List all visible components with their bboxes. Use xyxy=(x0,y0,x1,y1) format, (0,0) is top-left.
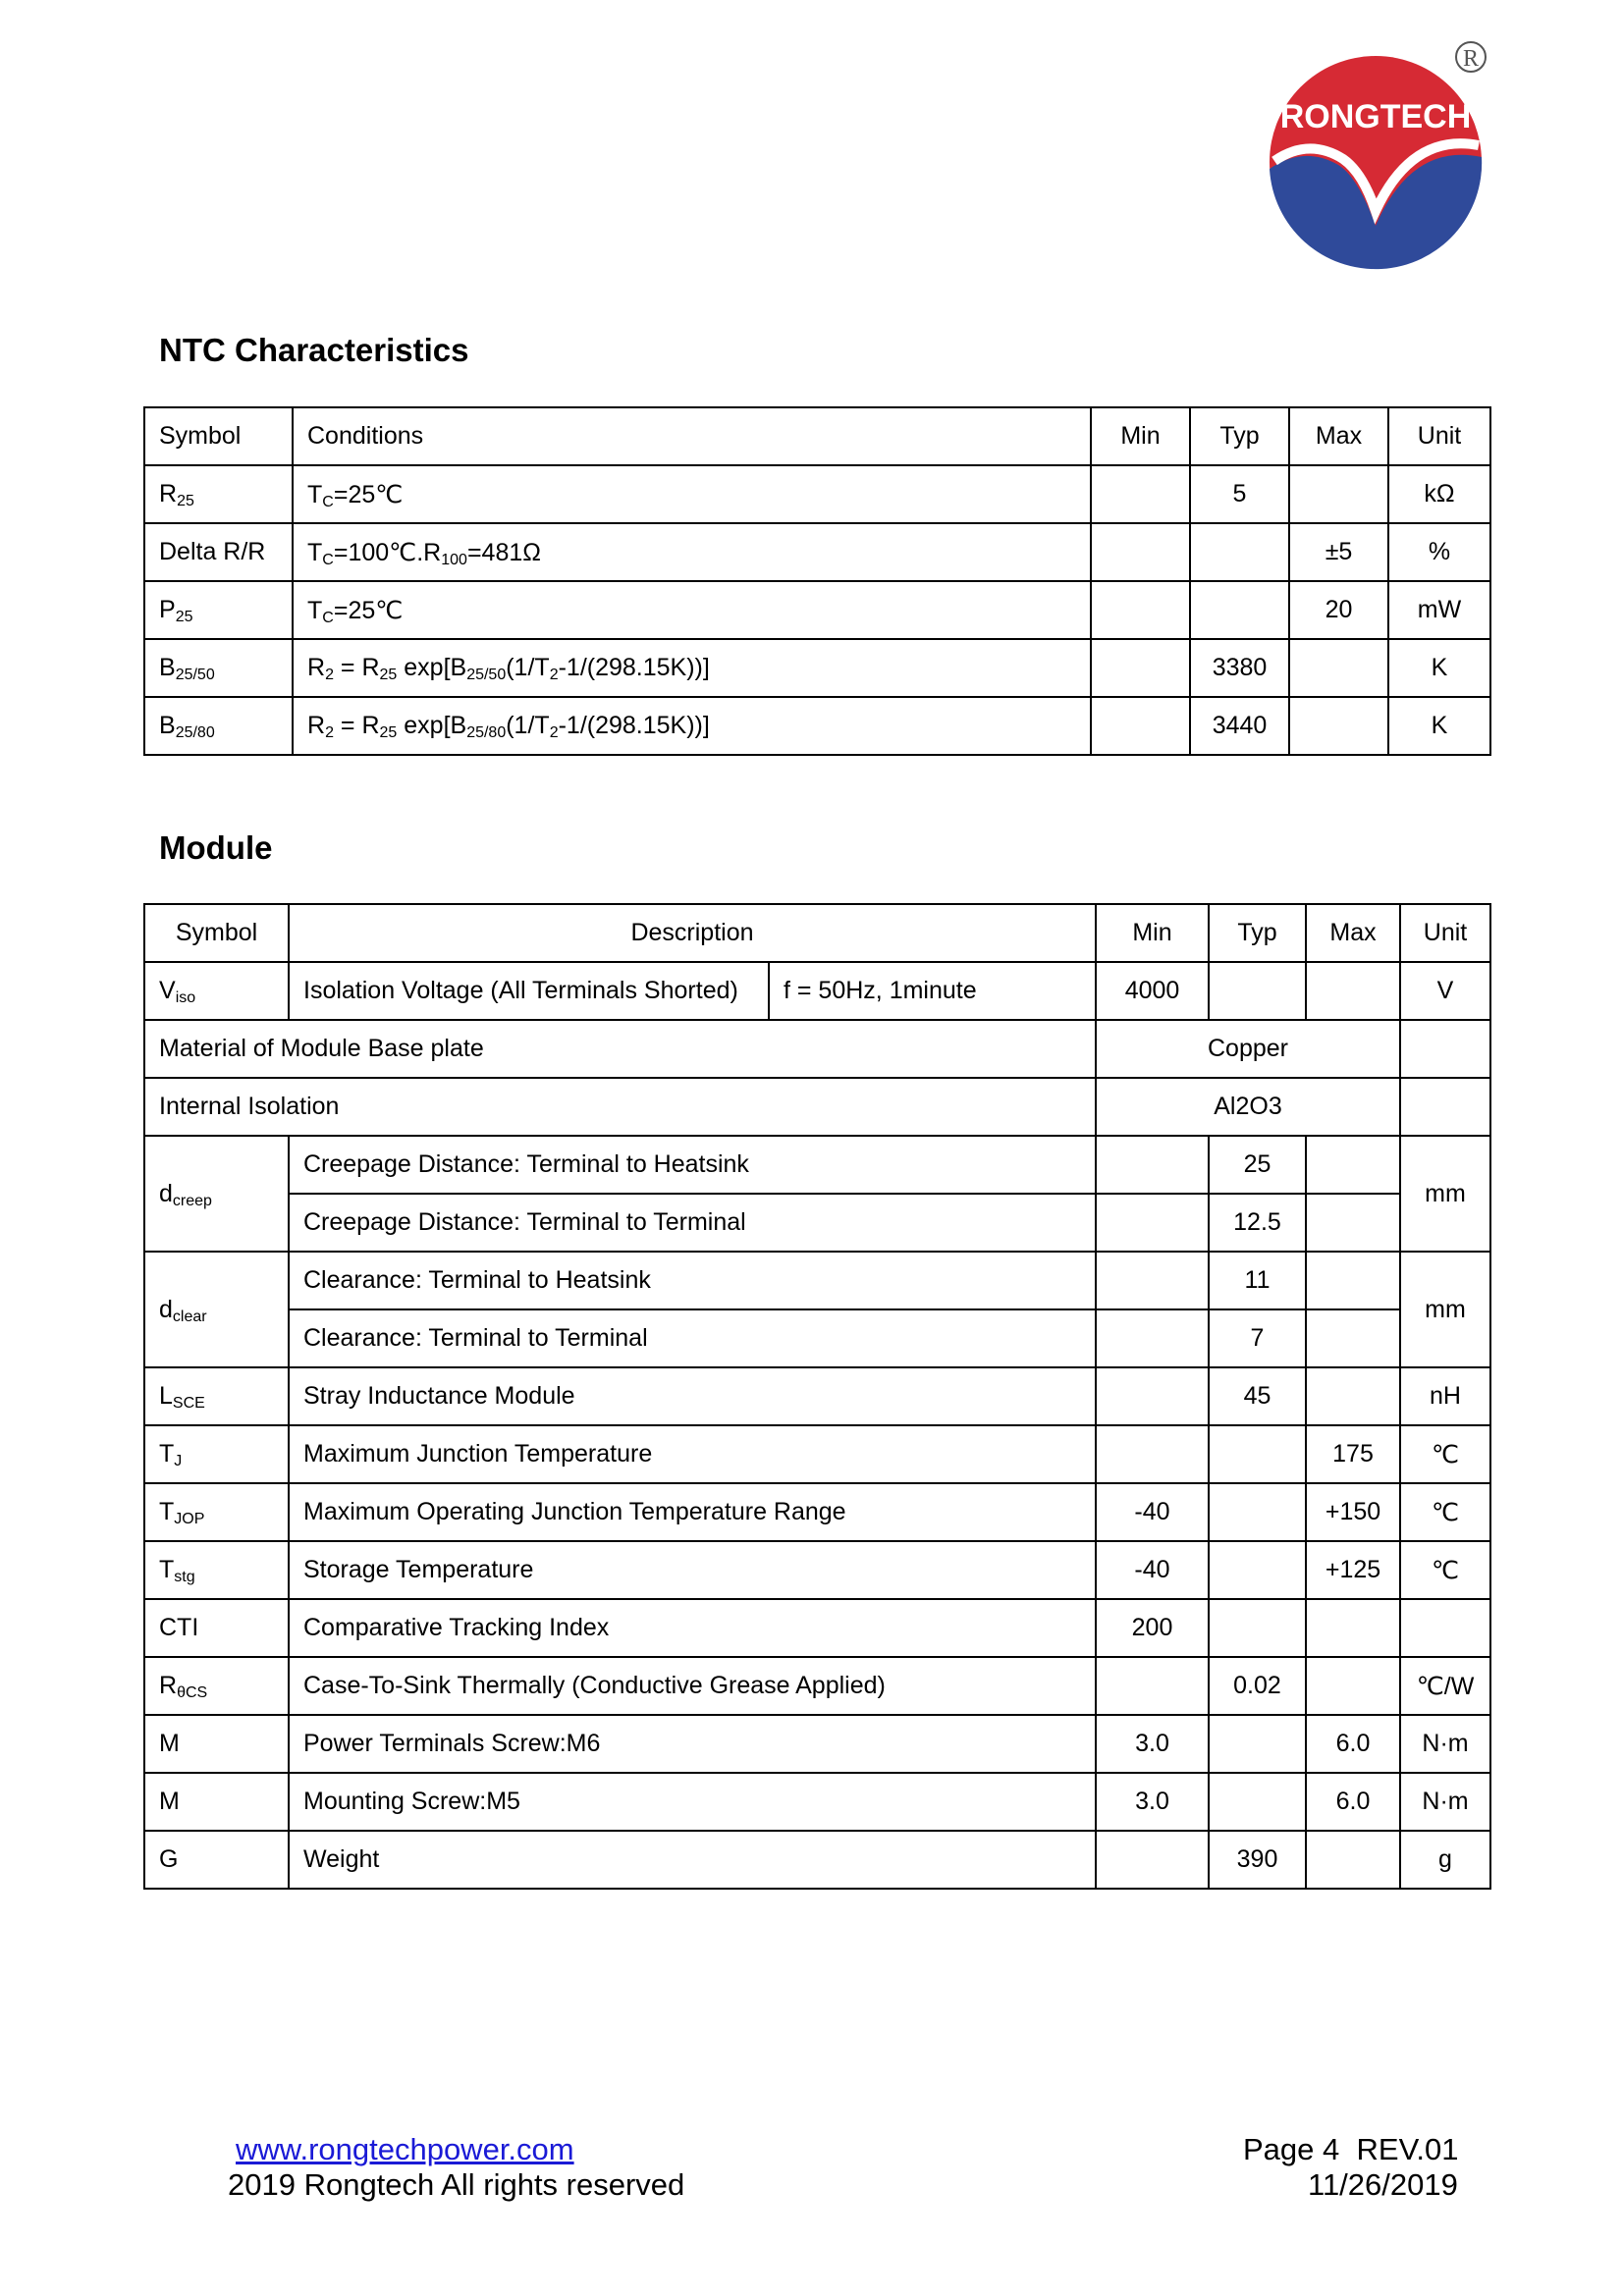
module-min xyxy=(1096,1657,1209,1715)
condition-part: 2 xyxy=(325,667,334,683)
module-symbol xyxy=(144,962,289,1020)
ntc-min xyxy=(1091,639,1190,697)
symbol-subscript: J xyxy=(174,1453,183,1469)
symbol-base: T xyxy=(159,1440,175,1468)
module-section-title: Module xyxy=(159,829,273,866)
module-min: 3.0 xyxy=(1096,1715,1209,1773)
module-label: Internal Isolation xyxy=(144,1078,1096,1136)
module-typ: 390 xyxy=(1209,1831,1306,1889)
ntc-row xyxy=(144,523,1490,581)
condition-part: = R xyxy=(333,654,380,681)
ntc-row xyxy=(144,581,1490,639)
condition-part: 25/50 xyxy=(466,667,507,683)
module-typ xyxy=(1209,1483,1306,1541)
module-unit: mm xyxy=(1400,1136,1490,1252)
module-row xyxy=(144,1367,1490,1425)
symbol-base: G xyxy=(159,1845,179,1873)
ntc-typ: 3440 xyxy=(1190,697,1289,755)
module-unit: ℃/W xyxy=(1400,1657,1490,1715)
module-max xyxy=(1306,1599,1400,1657)
ntc-condition xyxy=(293,639,1091,697)
module-symbol xyxy=(144,1599,289,1657)
condition-part: =25℃ xyxy=(333,596,404,624)
symbol-subscript: 25 xyxy=(175,609,193,625)
module-description: Clearance: Terminal to Terminal xyxy=(289,1309,1096,1367)
ntc-header-row xyxy=(144,407,1490,465)
module-min xyxy=(1096,1425,1209,1483)
symbol-base: R xyxy=(159,1672,178,1699)
module-min xyxy=(1096,1831,1209,1889)
module-typ: 7 xyxy=(1209,1309,1306,1367)
module-row-base_plate xyxy=(144,1020,1490,1078)
symbol-base: d xyxy=(159,1179,173,1207)
module-header-cell: Symbol xyxy=(144,904,289,962)
condition-part: C xyxy=(322,493,334,510)
condition-part: T xyxy=(307,538,323,566)
ntc-unit: kΩ xyxy=(1388,465,1490,523)
module-row xyxy=(144,1657,1490,1715)
ntc-symbol xyxy=(144,581,293,639)
condition-part: =481Ω xyxy=(466,538,541,566)
ntc-header-cell: Min xyxy=(1091,407,1190,465)
ntc-max xyxy=(1289,465,1388,523)
module-unit: mm xyxy=(1400,1252,1490,1367)
module-typ xyxy=(1209,1425,1306,1483)
module-row xyxy=(144,1425,1490,1483)
module-unit: g xyxy=(1400,1831,1490,1889)
module-min: 3.0 xyxy=(1096,1773,1209,1831)
symbol-base: P xyxy=(159,596,176,623)
module-row xyxy=(144,1773,1490,1831)
module-max: +125 xyxy=(1306,1541,1400,1599)
ntc-unit: K xyxy=(1388,697,1490,755)
footer-date: 11/26/2019 xyxy=(1308,2167,1458,2202)
module-description: Isolation Voltage (All Terminals Shorted) xyxy=(289,962,769,1020)
module-description: Comparative Tracking Index xyxy=(289,1599,1096,1657)
module-typ: 12.5 xyxy=(1209,1194,1306,1252)
module-typ xyxy=(1209,1715,1306,1773)
module-unit xyxy=(1400,1599,1490,1657)
ntc-unit: K xyxy=(1388,639,1490,697)
module-typ: 25 xyxy=(1209,1136,1306,1194)
condition-part: 25/80 xyxy=(466,724,507,741)
module-description: Stray Inductance Module xyxy=(289,1367,1096,1425)
module-value: Copper xyxy=(1096,1020,1400,1078)
ntc-min xyxy=(1091,581,1190,639)
module-condition: f = 50Hz, 1minute xyxy=(769,962,1096,1020)
symbol-base: B xyxy=(159,712,176,739)
ntc-typ xyxy=(1190,581,1289,639)
symbol-base: R xyxy=(159,480,178,507)
condition-part: (1/T xyxy=(506,712,550,739)
module-row xyxy=(144,1715,1490,1773)
ntc-condition xyxy=(293,523,1091,581)
symbol-subscript: stg xyxy=(174,1569,195,1585)
ntc-row xyxy=(144,697,1490,755)
module-unit: nH xyxy=(1400,1367,1490,1425)
condition-part: 2 xyxy=(549,667,559,683)
condition-part: 2 xyxy=(549,724,559,741)
ntc-header-cell: Typ xyxy=(1190,407,1289,465)
module-symbol xyxy=(144,1252,289,1367)
ntc-typ xyxy=(1190,523,1289,581)
module-description: Clearance: Terminal to Heatsink xyxy=(289,1252,1096,1309)
ntc-condition xyxy=(293,581,1091,639)
module-symbol xyxy=(144,1425,289,1483)
module-description: Case-To-Sink Thermally (Conductive Grease Applied) xyxy=(289,1657,1096,1715)
module-description: Weight xyxy=(289,1831,1096,1889)
ntc-min xyxy=(1091,697,1190,755)
module-min: -40 xyxy=(1096,1541,1209,1599)
ntc-header-cell: Max xyxy=(1289,407,1388,465)
module-typ: 11 xyxy=(1209,1252,1306,1309)
module-unit xyxy=(1400,1020,1490,1078)
ntc-unit: % xyxy=(1388,523,1490,581)
module-typ xyxy=(1209,1599,1306,1657)
ntc-condition xyxy=(293,697,1091,755)
ntc-row xyxy=(144,465,1490,523)
ntc-typ: 5 xyxy=(1190,465,1289,523)
ntc-header-cell: Unit xyxy=(1388,407,1490,465)
condition-part: 25 xyxy=(379,667,398,683)
footer-website[interactable] xyxy=(236,2132,574,2167)
symbol-subscript: JOP xyxy=(174,1511,205,1527)
symbol-subscript: iso xyxy=(175,989,196,1006)
symbol-base: Delta R/R xyxy=(159,538,266,565)
module-unit: ℃ xyxy=(1400,1483,1490,1541)
symbol-subscript: clear xyxy=(172,1308,207,1325)
symbol-base: M xyxy=(159,1730,180,1757)
condition-part: (1/T xyxy=(506,654,550,681)
module-symbol xyxy=(144,1773,289,1831)
module-row-dcreep xyxy=(144,1136,1490,1194)
footer-page-rev xyxy=(1243,2132,1459,2167)
module-min xyxy=(1096,1194,1209,1252)
symbol-subscript: creep xyxy=(172,1192,212,1209)
ntc-table xyxy=(143,406,1491,756)
ntc-symbol xyxy=(144,465,293,523)
module-unit xyxy=(1400,1078,1490,1136)
module-symbol xyxy=(144,1715,289,1773)
module-typ: 45 xyxy=(1209,1367,1306,1425)
ntc-max: 20 xyxy=(1289,581,1388,639)
rongtech-logo xyxy=(1265,39,1500,270)
module-row xyxy=(144,1599,1490,1657)
condition-part: T xyxy=(307,596,323,624)
condition-part: 100 xyxy=(441,551,467,568)
module-header-cell: Description xyxy=(289,904,1096,962)
condition-part: =100℃.R xyxy=(333,538,442,566)
condition-part: R xyxy=(307,654,326,681)
module-symbol xyxy=(144,1136,289,1252)
condition-part: -1/(298.15K))] xyxy=(558,712,710,739)
module-row-dclear xyxy=(144,1309,1490,1367)
symbol-base: d xyxy=(159,1295,173,1323)
module-row-dcreep xyxy=(144,1194,1490,1252)
ntc-typ: 3380 xyxy=(1190,639,1289,697)
condition-part: 2 xyxy=(325,724,334,741)
module-row xyxy=(144,1541,1490,1599)
module-typ xyxy=(1209,1773,1306,1831)
module-max xyxy=(1306,1252,1400,1309)
page-number: Page 4 xyxy=(1243,2132,1340,2166)
module-description: Storage Temperature xyxy=(289,1541,1096,1599)
module-header-cell: Max xyxy=(1306,904,1400,962)
symbol-subscript: SCE xyxy=(172,1395,205,1412)
module-typ xyxy=(1209,1541,1306,1599)
ntc-min xyxy=(1091,465,1190,523)
condition-part: -1/(298.15K))] xyxy=(558,654,710,681)
module-typ xyxy=(1209,962,1306,1020)
module-max: 175 xyxy=(1306,1425,1400,1483)
condition-part: =25℃ xyxy=(333,480,404,508)
condition-part: exp[B xyxy=(397,712,467,739)
module-header-cell: Typ xyxy=(1209,904,1306,962)
module-row xyxy=(144,1831,1490,1889)
module-min xyxy=(1096,1367,1209,1425)
symbol-base: L xyxy=(159,1382,173,1410)
module-description: Maximum Operating Junction Temperature Range xyxy=(289,1483,1096,1541)
module-min: 4000 xyxy=(1096,962,1209,1020)
ntc-max: ±5 xyxy=(1289,523,1388,581)
module-symbol xyxy=(144,1657,289,1715)
module-max xyxy=(1306,1657,1400,1715)
module-table xyxy=(143,903,1491,1890)
ntc-condition xyxy=(293,465,1091,523)
condition-part: 25 xyxy=(379,724,398,741)
module-row xyxy=(144,1483,1490,1541)
module-min: 200 xyxy=(1096,1599,1209,1657)
condition-part: T xyxy=(307,480,323,508)
ntc-unit: mW xyxy=(1388,581,1490,639)
symbol-subscript: 25 xyxy=(177,493,194,509)
module-max: 6.0 xyxy=(1306,1773,1400,1831)
symbol-subscript: 25/80 xyxy=(175,724,215,741)
symbol-base: CTI xyxy=(159,1614,199,1641)
condition-part: = R xyxy=(333,712,380,739)
module-max xyxy=(1306,1831,1400,1889)
ntc-symbol xyxy=(144,697,293,755)
module-symbol xyxy=(144,1367,289,1425)
module-max: 6.0 xyxy=(1306,1715,1400,1773)
module-min xyxy=(1096,1136,1209,1194)
revision: REV.01 xyxy=(1356,2132,1459,2166)
module-header-row xyxy=(144,904,1490,962)
logo-text: RONGTECH xyxy=(1279,98,1472,135)
ntc-symbol xyxy=(144,639,293,697)
module-max xyxy=(1306,962,1400,1020)
symbol-subscript: 25/50 xyxy=(175,667,215,683)
module-max xyxy=(1306,1309,1400,1367)
module-typ: 0.02 xyxy=(1209,1657,1306,1715)
module-header-cell: Min xyxy=(1096,904,1209,962)
condition-part: R xyxy=(307,712,326,739)
module-max xyxy=(1306,1367,1400,1425)
module-description: Power Terminals Screw:M6 xyxy=(289,1715,1096,1773)
ntc-row xyxy=(144,639,1490,697)
ntc-section-title: NTC Characteristics xyxy=(159,332,469,368)
ntc-max xyxy=(1289,697,1388,755)
module-max xyxy=(1306,1136,1400,1194)
condition-part: exp[B xyxy=(397,654,467,681)
module-min xyxy=(1096,1252,1209,1309)
symbol-base: T xyxy=(159,1498,175,1525)
module-unit: N·m xyxy=(1400,1773,1490,1831)
module-unit: ℃ xyxy=(1400,1541,1490,1599)
condition-part: C xyxy=(322,551,334,568)
module-symbol xyxy=(144,1831,289,1889)
module-row-dclear xyxy=(144,1252,1490,1309)
module-description: Creepage Distance: Terminal to Heatsink xyxy=(289,1136,1096,1194)
symbol-base: T xyxy=(159,1556,175,1583)
ntc-min xyxy=(1091,523,1190,581)
module-symbol xyxy=(144,1541,289,1599)
module-header-cell: Unit xyxy=(1400,904,1490,962)
ntc-max xyxy=(1289,639,1388,697)
symbol-base: V xyxy=(159,977,176,1004)
module-min xyxy=(1096,1309,1209,1367)
module-unit: ℃ xyxy=(1400,1425,1490,1483)
module-description: Maximum Junction Temperature xyxy=(289,1425,1096,1483)
symbol-subscript: θCS xyxy=(177,1684,208,1701)
ntc-header-cell: Conditions xyxy=(293,407,1091,465)
module-unit: V xyxy=(1400,962,1490,1020)
module-unit: N·m xyxy=(1400,1715,1490,1773)
module-value: Al2O3 xyxy=(1096,1078,1400,1136)
svg-text:R: R xyxy=(1462,46,1480,72)
website-link[interactable]: www.rongtechpower.com xyxy=(236,2132,574,2166)
module-row-viso xyxy=(144,962,1490,1020)
module-min: -40 xyxy=(1096,1483,1209,1541)
condition-part: C xyxy=(322,609,334,626)
module-description: Creepage Distance: Terminal to Terminal xyxy=(289,1194,1096,1252)
symbol-base: M xyxy=(159,1788,180,1815)
module-max: +150 xyxy=(1306,1483,1400,1541)
module-row-isolation xyxy=(144,1078,1490,1136)
module-max xyxy=(1306,1194,1400,1252)
ntc-symbol xyxy=(144,523,293,581)
module-symbol xyxy=(144,1483,289,1541)
ntc-header-cell: Symbol xyxy=(144,407,293,465)
module-description: Mounting Screw:M5 xyxy=(289,1773,1096,1831)
module-label: Material of Module Base plate xyxy=(144,1020,1096,1078)
footer-copyright: 2019 Rongtech All rights reserved xyxy=(228,2167,685,2202)
symbol-base: B xyxy=(159,654,176,681)
